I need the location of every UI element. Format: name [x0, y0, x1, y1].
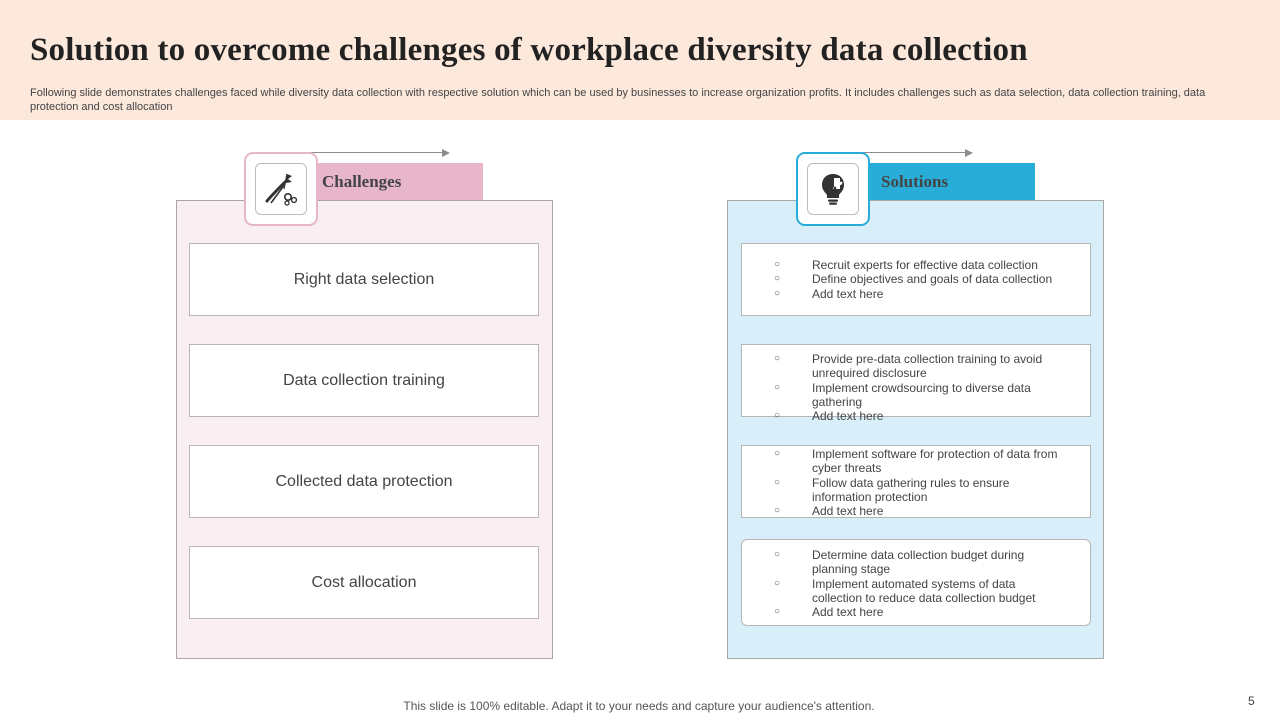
challenges-icon-inner — [255, 163, 307, 215]
solution-group — [741, 243, 1091, 316]
solution-bullet: ○ Recruit experts for effective data collection — [792, 258, 1060, 272]
solution-group — [741, 344, 1091, 424]
challenge-item: Right data selection — [189, 243, 539, 316]
challenge-item: Data collection training — [189, 344, 539, 417]
solution-list — [774, 258, 1060, 301]
solutions-icon-frame — [796, 152, 870, 226]
solution-bullet: ○ Define objectives and goals of data collection — [792, 272, 1060, 286]
solution-bullet: ○ Implement automated systems of data collection to reduce data collection budget — [792, 577, 1060, 606]
solution-bullet: ○ Add text here — [792, 409, 1060, 423]
solution-bullet: ○ Add text here — [792, 605, 1060, 619]
solution-bullet: ○ Add text here — [792, 504, 1060, 518]
solution-bullet: ○ Determine data collection budget during planning stage — [792, 548, 1060, 577]
solutions-icon-inner — [807, 163, 859, 215]
header-band — [0, 0, 1280, 120]
page-number: 5 — [1248, 694, 1255, 708]
challenge-item: Cost allocation — [189, 546, 539, 619]
challenges-heading: Challenges — [290, 163, 483, 200]
solution-bullet: ○ Follow data gathering rules to ensure information protection — [792, 476, 1060, 505]
solution-bullet: ○ Implement software for protection of data from cyber threats — [792, 447, 1060, 476]
lightbulb-puzzle-icon — [814, 170, 852, 208]
solution-list — [774, 352, 1060, 423]
solution-group — [741, 445, 1091, 518]
solution-group — [741, 539, 1091, 626]
goal-flag-icon — [262, 170, 300, 208]
solution-bullet: ○ Add text here — [792, 287, 1060, 301]
solution-bullet: ○ Provide pre-data collection training to avoid unrequired disclosure — [792, 352, 1060, 381]
page-title: Solution to overcome challenges of workplace diversity data collection — [30, 32, 1028, 68]
solutions-heading: Solutions — [842, 163, 1035, 200]
challenge-item: Collected data protection — [189, 445, 539, 518]
solution-bullet: ○ Implement crowdsourcing to diverse data gathering — [792, 381, 1060, 410]
challenges-icon-frame — [244, 152, 318, 226]
page-subtitle: Following slide demonstrates challenges faced while diversity data collection with respective solution which can be used by businesses to increase organization profits. It includes challenges such as data selection, data collection training, data protection and cost allocation — [30, 87, 1206, 113]
footer-note: This slide is 100% editable. Adapt it to your needs and capture your audience's attention. — [403, 699, 875, 713]
solution-list — [774, 447, 1060, 518]
solution-list — [774, 548, 1060, 619]
